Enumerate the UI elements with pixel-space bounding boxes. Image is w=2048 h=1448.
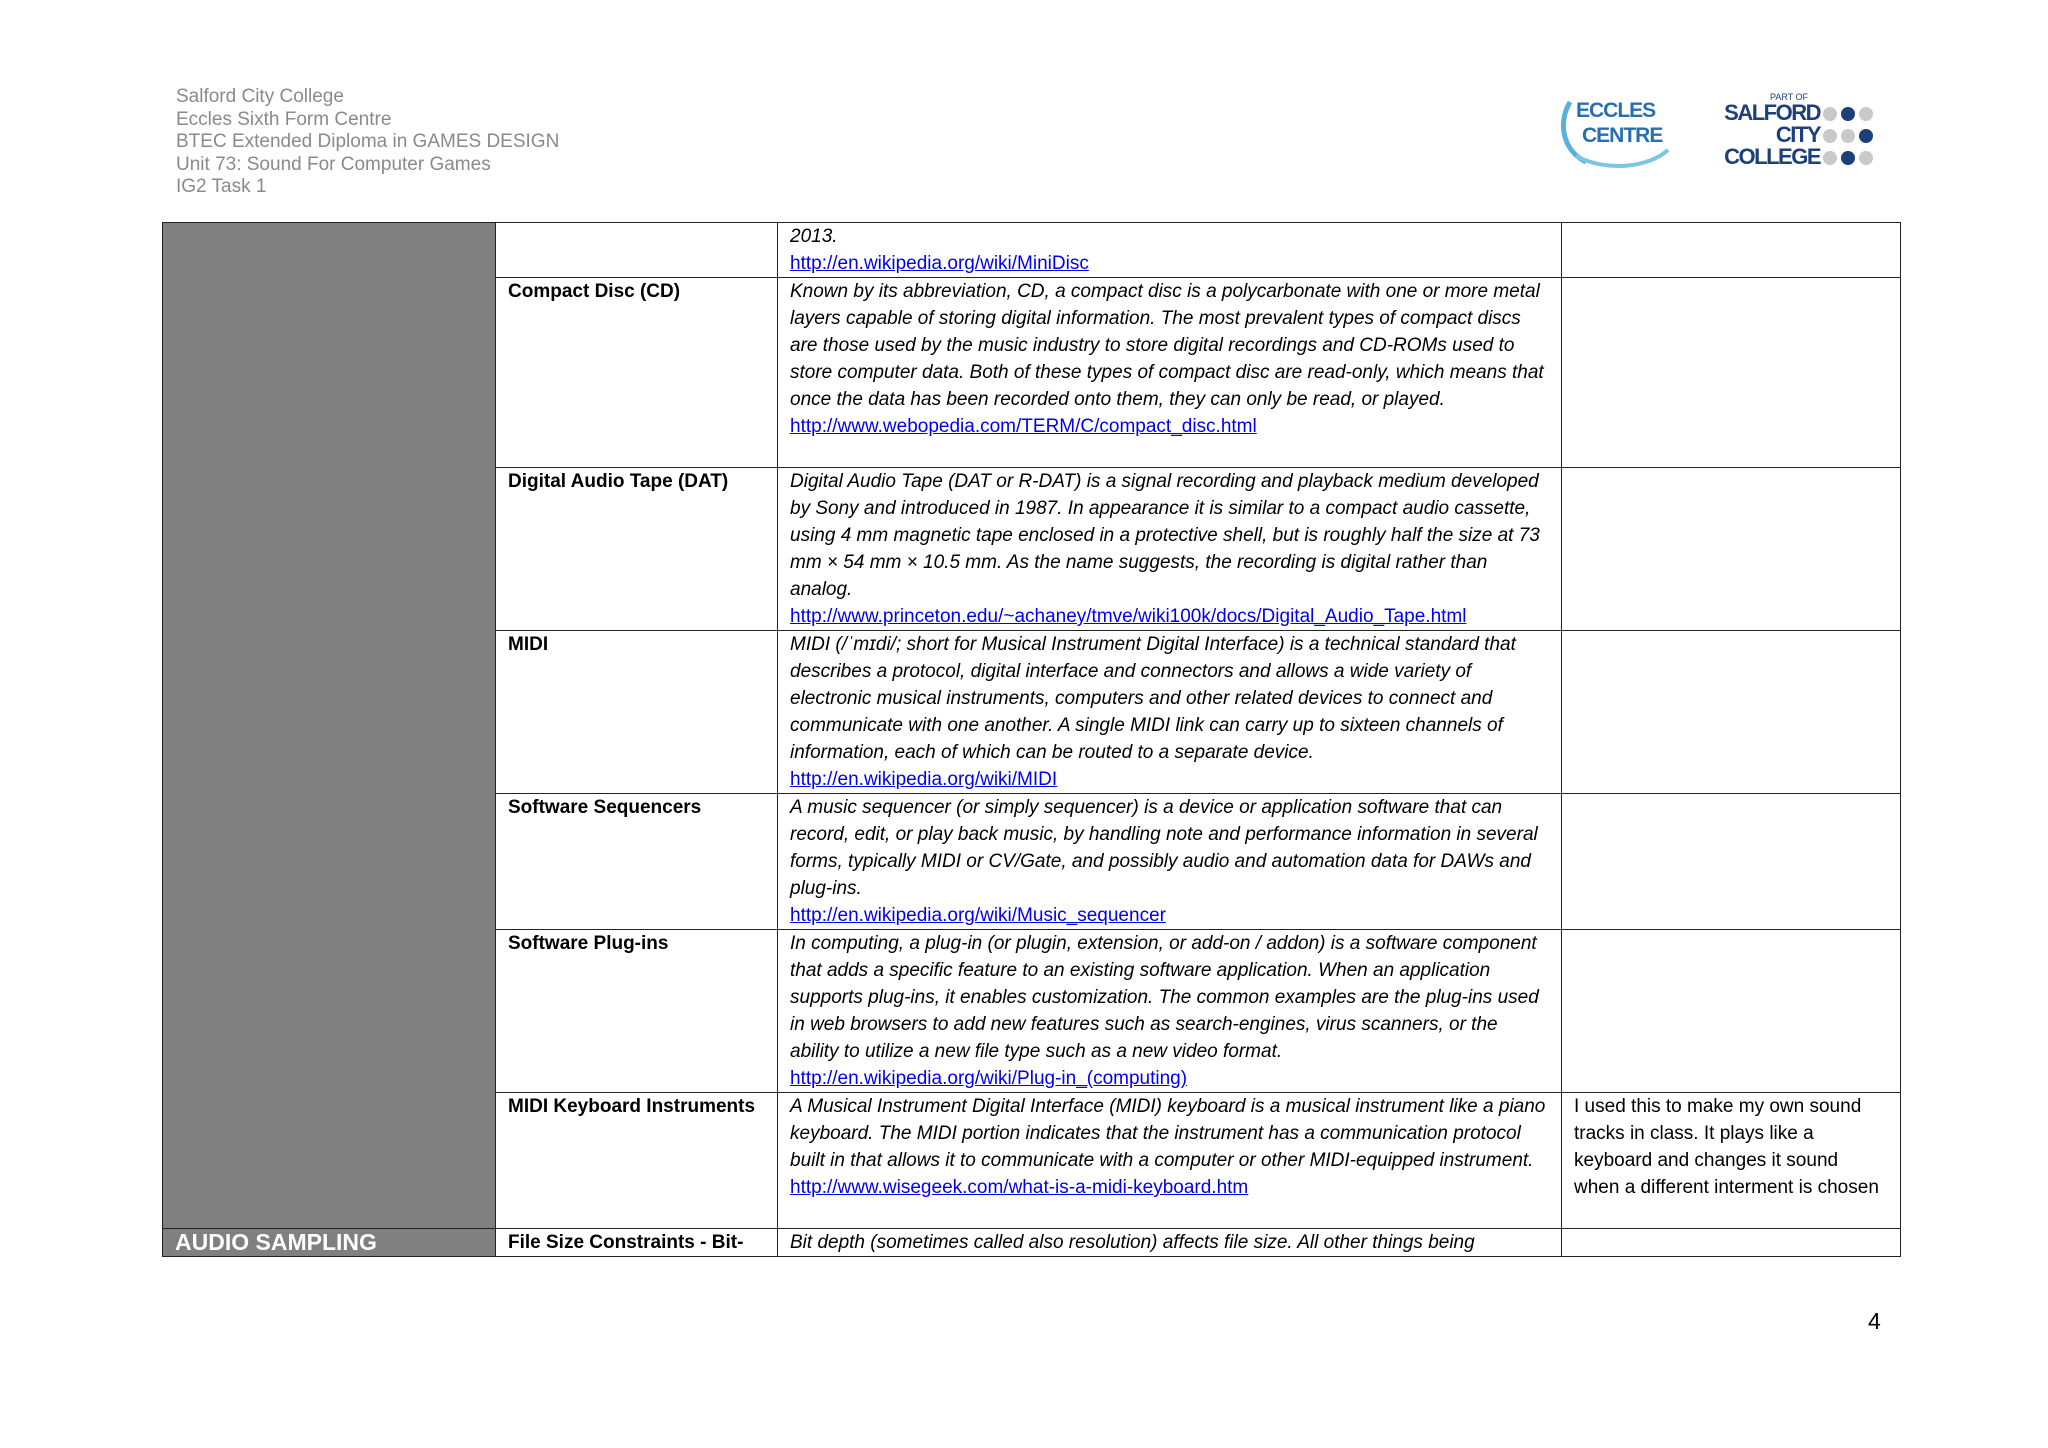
salford-city-college-logo — [1708, 92, 1878, 172]
reference-link[interactable]: http://www.webopedia.com/TERM/C/compact_disc.html — [790, 416, 1257, 437]
description-cell — [778, 223, 1562, 278]
term-cell: Software Plug-ins — [496, 930, 778, 1093]
eccles-centre-logo — [1556, 92, 1676, 172]
description-cell — [778, 930, 1562, 1093]
note-cell: I used this to make my own sound tracks in class. It plays like a keyboard and changes it sound when a different interment is chosen — [1562, 1093, 1901, 1229]
header-unit: Unit 73: Sound For Computer Games — [176, 153, 491, 175]
salford-logo-line3: COLLEGE — [1724, 144, 1820, 169]
term-cell: MIDI Keyboard Instruments — [496, 1093, 778, 1229]
logo-group — [1556, 92, 1876, 172]
description-text: MIDI (/ˈmɪdi/; short for Musical Instrument Digital Interface) is a technical standard that describes a protocol, digital interface and connectors and allows a wide variety of electronic musical instruments, computers and other related devices to connect and communicate with one another. A single MIDI link can carry up to sixteen channels of information, each of which can be routed to a separate device. — [790, 634, 1516, 763]
term-cell: Software Sequencers — [496, 794, 778, 930]
description-cell — [778, 631, 1562, 794]
description-text: Bit depth (sometimes called also resolution) affects file size. All other things being — [790, 1232, 1475, 1253]
description-text: In computing, a plug-in (or plugin, extension, or add-on / addon) is a software component that adds a specific feature to an existing software application. When an application supports plug-ins, it enables customization. The common examples are the plug-ins used in web browsers to add new features such as search-engines, virus scanners, or the ability to utilize a new file type such as a new video format. — [790, 933, 1539, 1062]
description-cell — [778, 794, 1562, 930]
term-cell: MIDI — [496, 631, 778, 794]
reference-link[interactable]: http://en.wikipedia.org/wiki/MiniDisc — [790, 253, 1089, 274]
description-text: Digital Audio Tape (DAT or R-DAT) is a signal recording and playback medium developed by Sony and introduced in 1987. In appearance it is similar to a compact audio cassette, using 4 mm magnetic tape enclosed in a protective shell, but is roughly half the size at 73 mm × 54 mm × 10.5 mm. As the name suggests, the recording is digital rather than analog. — [790, 471, 1540, 600]
reference-link[interactable]: http://en.wikipedia.org/wiki/MIDI — [790, 769, 1058, 790]
description-text: A Musical Instrument Digital Interface (MIDI) keyboard is a musical instrument like a piano keyboard. The MIDI portion indicates that the instrument has a communication protocol built in that allows it to communicate with a computer or other MIDI-equipped instrument. — [790, 1096, 1546, 1171]
description-text: 2013. — [790, 226, 838, 247]
description-cell — [778, 468, 1562, 631]
salford-logo-line1: SALFORD — [1724, 100, 1820, 125]
term-cell — [496, 223, 778, 278]
term-cell: Digital Audio Tape (DAT) — [496, 468, 778, 631]
salford-part-of-label: PART OF — [1770, 92, 1809, 102]
note-cell — [1562, 1229, 1901, 1257]
note-cell — [1562, 631, 1901, 794]
reference-link[interactable]: http://en.wikipedia.org/wiki/Music_sequencer — [790, 905, 1166, 926]
eccles-logo-text — [1576, 100, 1662, 146]
category-cell-audio-sampling: AUDIO SAMPLING — [163, 1229, 496, 1257]
description-text: Known by its abbreviation, CD, a compact disc is a polycarbonate with one or more metal layers capable of storing digital information. The most prevalent types of compact discs are those used by the music industry to store digital recordings and CD-ROMs used to store computer data. Both of these types of compact disc are read-only, which means that once the data has been recorded onto them, they can only be read, or played. — [790, 281, 1544, 410]
reference-link[interactable]: http://www.wisegeek.com/what-is-a-midi-keyboard.htm — [790, 1177, 1249, 1198]
description-cell — [778, 278, 1562, 468]
description-cell — [778, 1229, 1562, 1257]
eccles-logo-line2: CENTRE — [1582, 124, 1663, 147]
page-number: 4 — [1868, 1308, 1881, 1334]
note-cell — [1562, 794, 1901, 930]
reference-link[interactable]: http://www.princeton.edu/~achaney/tmve/wiki100k/docs/Digital_Audio_Tape.html — [790, 606, 1467, 627]
category-cell — [163, 223, 496, 1229]
description-text: A music sequencer (or simply sequencer) is a device or application software that can record, edit, or play back music, by handling note and performance information in several forms, typically MIDI or CV/Gate, and possibly audio and automation data for DAWs and plug-ins. — [790, 797, 1538, 899]
salford-logo-text — [1708, 102, 1820, 168]
description-cell — [778, 1093, 1562, 1229]
header-course: BTEC Extended Diploma in GAMES DESIGN — [176, 131, 560, 153]
term-cell: File Size Constraints - Bit- — [496, 1229, 778, 1257]
note-cell — [1562, 278, 1901, 468]
table-row — [163, 1229, 1901, 1257]
document-header — [176, 86, 559, 199]
table-row — [163, 223, 1901, 278]
header-centre: Eccles Sixth Form Centre — [176, 108, 392, 130]
salford-logo-line2: CITY — [1775, 122, 1820, 147]
note-cell — [1562, 930, 1901, 1093]
salford-dots-icon — [1822, 106, 1878, 172]
note-cell — [1562, 468, 1901, 631]
reference-link[interactable]: http://en.wikipedia.org/wiki/Plug-in_(computing) — [790, 1068, 1188, 1089]
header-college: Salford City College — [176, 86, 344, 107]
note-cell — [1562, 223, 1901, 278]
header-task: IG2 Task 1 — [176, 176, 267, 198]
eccles-logo-line1: ECCLES — [1576, 99, 1656, 122]
glossary-table — [162, 222, 1901, 1257]
term-cell: Compact Disc (CD) — [496, 278, 778, 468]
